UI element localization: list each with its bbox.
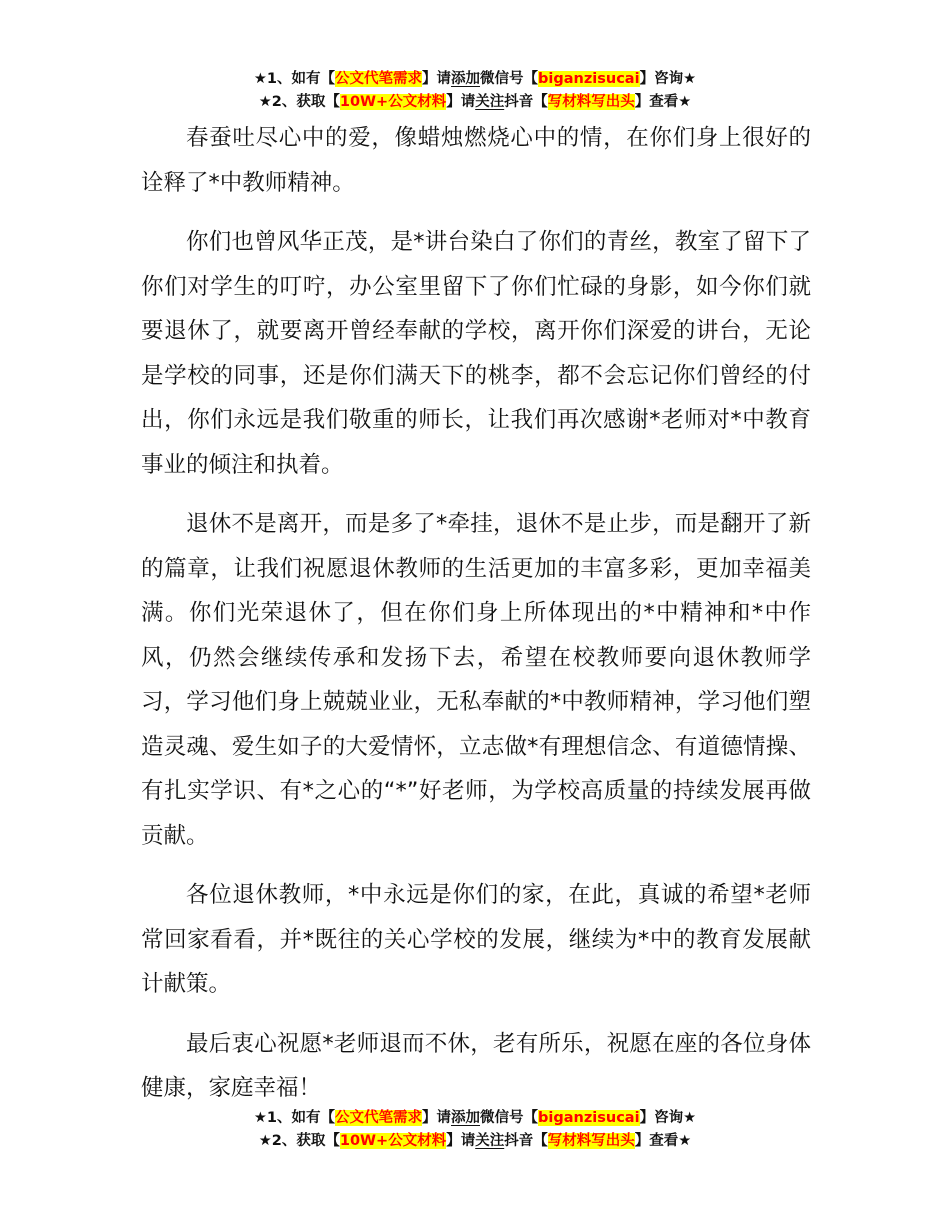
bracket-left: 【 <box>533 94 548 110</box>
follow-underlined: 关注 <box>475 94 505 110</box>
banner-text: 请 <box>436 1110 452 1126</box>
banner-text: 2、获取 <box>271 94 326 110</box>
material-highlight: 10W+公文材料 <box>339 94 447 110</box>
banner-text: 2、获取 <box>271 1133 326 1149</box>
star-icon: ★ <box>258 1133 272 1149</box>
bracket-right: 】 <box>639 1110 655 1126</box>
star-icon: ★ <box>678 94 692 110</box>
paragraph: 春蚕吐尽心中的爱，像蜡烛燃烧心中的情，在你们身上很好的诠释了*中教师精神。 <box>141 125 811 196</box>
paragraph: 你们也曾风华正茂，是*讲台染白了你们的青丝，教室了留下了你们对学生的叮咛，办公室里留下了你们忙碌的身影，如今你们就要退休了，就要离开曾经奉献的学校，离开你们深爱的讲台，无论是学校的同事，还是你们满天下的桃李，都不会忘记你们曾经的付出，你们永远是我们敬重的师长，让我们再次感谢*老师对*中教育事业的倾注和执着。 <box>141 229 811 478</box>
bracket-left: 【 <box>533 1133 548 1149</box>
banner-text: 查看 <box>649 94 679 110</box>
wechat-id-highlight: biganzisucai <box>538 1110 640 1126</box>
paragraph: 各位退休教师，*中永远是你们的家，在此，真诚的希望*老师常回家看看，并*既往的关心学校的发展，继续为*中的教育发展献计献策。 <box>141 882 811 997</box>
bracket-left: 【 <box>320 1110 336 1126</box>
bracket-left: 【 <box>320 71 336 87</box>
account-highlight: 写材料写出头 <box>547 94 635 110</box>
banner-text: 咨询 <box>654 71 684 87</box>
header-banner <box>0 68 950 114</box>
service-highlight: 公文代笔需求 <box>335 1110 423 1126</box>
add-underlined: 添加 <box>451 1110 481 1126</box>
banner-line-2 <box>0 91 950 114</box>
banner-text: 抖音 <box>504 1133 534 1149</box>
account-highlight: 写材料写出头 <box>547 1133 635 1149</box>
bracket-left: 【 <box>325 94 340 110</box>
banner-text: 请 <box>460 1133 476 1149</box>
banner-line-1 <box>0 1107 950 1130</box>
star-icon: ★ <box>258 94 272 110</box>
bracket-right: 】 <box>422 1110 437 1126</box>
bracket-left: 【 <box>325 1133 340 1149</box>
paragraph: 最后衷心祝愿*老师退而不休，老有所乐，祝愿在座的各位身体健康，家庭幸福！ <box>141 1030 811 1101</box>
banner-text: 微信号 <box>480 71 524 87</box>
bracket-right: 】 <box>422 71 437 87</box>
bracket-right: 】 <box>639 71 655 87</box>
bracket-right: 】 <box>446 94 461 110</box>
wechat-id-highlight: biganzisucai <box>538 71 640 87</box>
document-body <box>141 116 811 1126</box>
bracket-left: 【 <box>523 71 539 87</box>
banner-text: 1、如有 <box>266 1110 321 1126</box>
star-icon: ★ <box>683 71 697 87</box>
footer-banner <box>0 1107 950 1153</box>
star-icon: ★ <box>678 1133 692 1149</box>
banner-text: 抖音 <box>504 94 534 110</box>
banner-text: 1、如有 <box>266 71 321 87</box>
bracket-right: 】 <box>446 1133 461 1149</box>
bracket-right: 】 <box>634 1133 650 1149</box>
star-icon: ★ <box>253 71 267 87</box>
banner-text: 查看 <box>649 1133 679 1149</box>
banner-line-2 <box>0 1130 950 1153</box>
material-highlight: 10W+公文材料 <box>339 1133 447 1149</box>
banner-text: 请 <box>460 94 476 110</box>
banner-text: 咨询 <box>654 1110 684 1126</box>
bracket-right: 】 <box>634 94 650 110</box>
banner-text: 请 <box>436 71 452 87</box>
star-icon: ★ <box>253 1110 267 1126</box>
paragraph: 退休不是离开，而是多了*牵挂，退休不是止步，而是翻开了新的篇章，让我们祝愿退休教师的生活更加的丰富多彩，更加幸福美满。你们光荣退休了，但在你们身上所体现出的*中精神和*中作风，仍然会继续传承和发扬下去，希望在校教师要向退休教师学习，学习他们身上兢兢业业，无私奉献的*中教师精神，学习他们塑造灵魂、爱生如子的大爱情怀，立志做*有理想信念、有道德情操、有扎实学识、有*之心的“*”好老师，为学校高质量的持续发展再做贡献。 <box>141 511 811 849</box>
add-underlined: 添加 <box>451 71 481 87</box>
banner-text: 微信号 <box>480 1110 524 1126</box>
banner-line-1 <box>0 68 950 91</box>
star-icon: ★ <box>683 1110 697 1126</box>
bracket-left: 【 <box>523 1110 539 1126</box>
service-highlight: 公文代笔需求 <box>335 71 423 87</box>
follow-underlined: 关注 <box>475 1133 505 1149</box>
